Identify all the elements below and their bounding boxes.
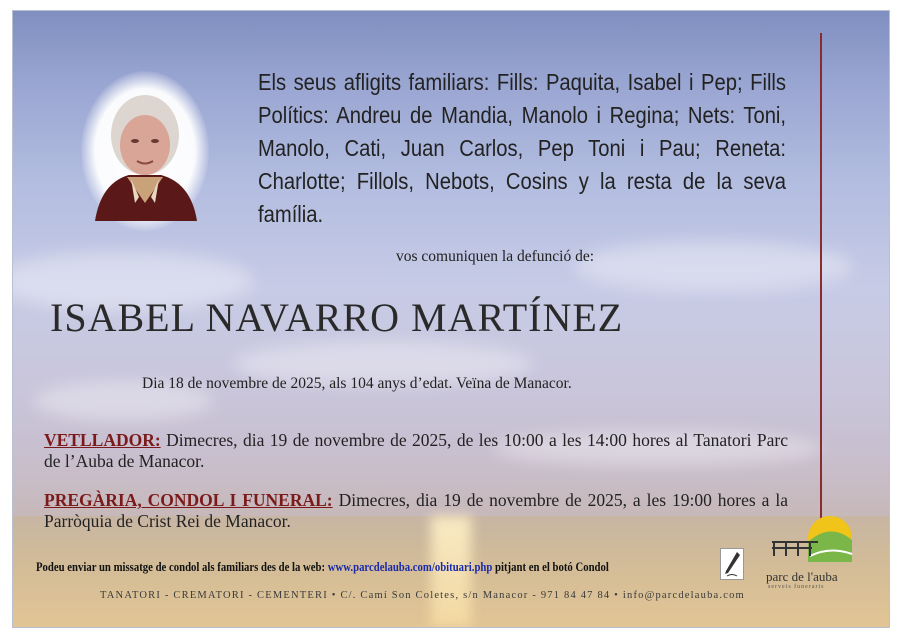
funeral-block — [44, 490, 788, 532]
accent-divider-line — [820, 33, 822, 533]
vetllador-block — [44, 430, 788, 472]
deceased-photo — [81, 71, 209, 231]
logo-tagline: serveis funeraris — [768, 584, 825, 590]
footer-contact: TANATORI - CREMATORI - CEMENTERI • C/. Camí Son Coletes, s/n Manacor - 971 84 47 84 • info@parcdelauba.com — [100, 590, 745, 601]
death-date-line: Dia 18 de novembre de 2025, als 104 anys d’edat. Veïna de Manacor. — [142, 375, 572, 392]
logo-name: parc de l'auba — [766, 569, 838, 584]
portrait-image — [81, 71, 209, 231]
logo-emblem — [768, 512, 868, 572]
vetllador-text: Dimecres, dia 19 de novembre de 2025, de les 10:00 a les 14:00 hores al Tanatori Parc de l’Auba de Manacor. — [44, 430, 788, 471]
funeral-text: Dimecres, dia 19 de novembre de 2025, a les 19:00 hores a la Parròquia de Crist Rei de Manacor. — [44, 490, 789, 531]
funeral-label: PREGÀRIA, CONDOL I FUNERAL: — [44, 490, 333, 510]
family-members-text: Els seus afligits familiars: Fills: Paquita, Isabel i Pep; Fills Polítics: Andreu de Mandia, Manolo i Regina; Nets: Toni, Manolo, Cati, Juan Carlos, Pep Toni i Pau; Reneta: Charlotte; Fillols, Nebots, Cosins y la resta de la seva família. — [258, 69, 787, 227]
obituary-link[interactable]: www.parcdelauba.com/obituari.php — [327, 560, 493, 574]
announcement-text: vos comuniquen la defunció de: — [396, 248, 595, 265]
condolence-note — [36, 560, 609, 575]
deceased-name: ISABEL NAVARRO MARTÍNEZ — [50, 295, 624, 340]
condol-pen-icon[interactable] — [720, 548, 744, 580]
pen-icon — [721, 549, 743, 579]
condol-suffix: pitjant en el botó Condol — [492, 560, 609, 574]
vetllador-label: VETLLADOR: — [44, 430, 161, 450]
condol-text: Podeu enviar un missatge de condol als familiars des de la web: — [36, 560, 328, 574]
cloud — [573, 241, 853, 291]
